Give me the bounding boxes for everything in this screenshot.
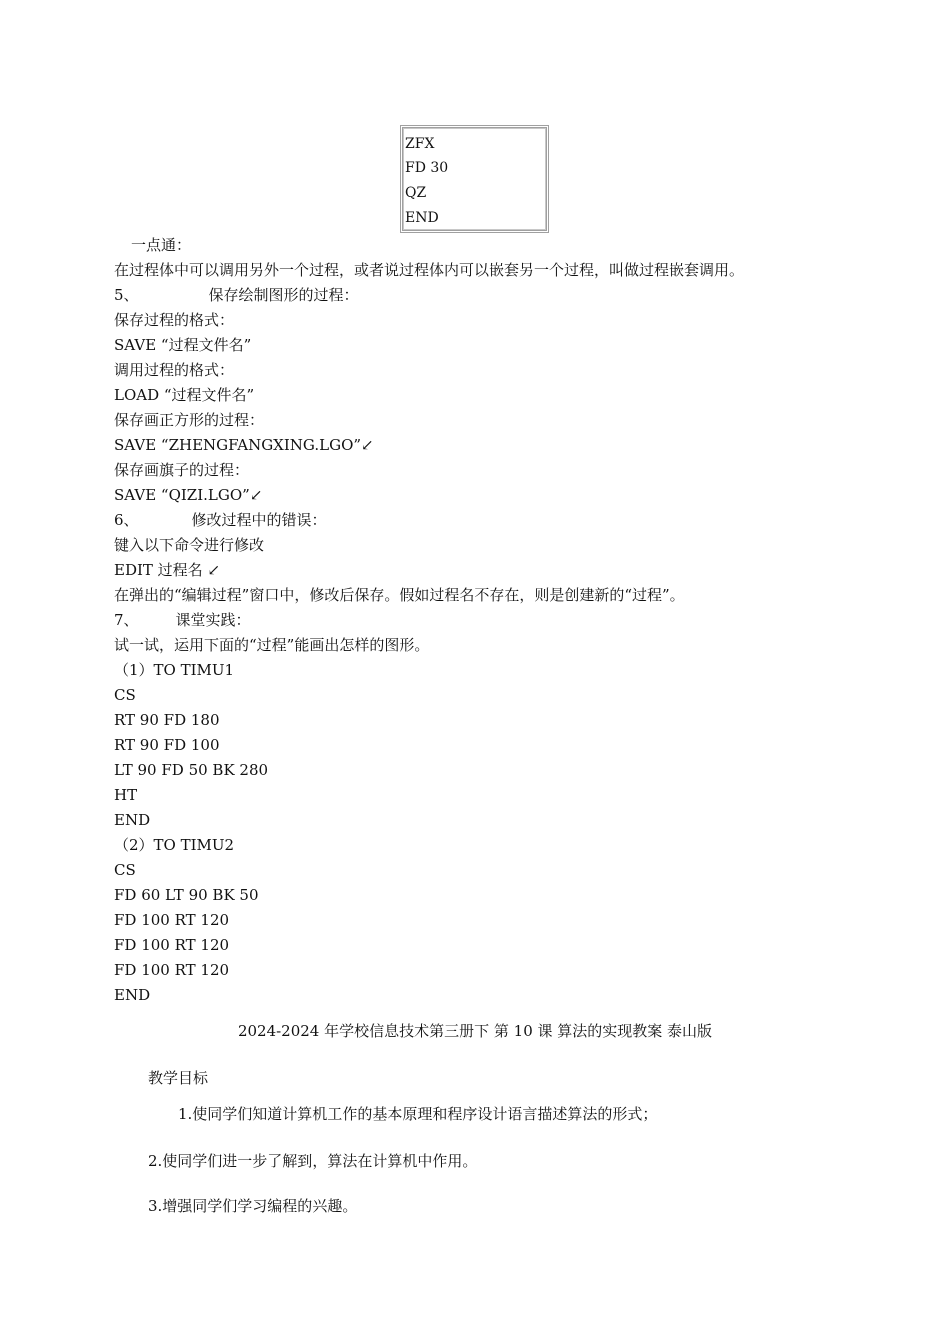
section-7-heading xyxy=(114,611,251,629)
save-flag-label: 保存画旗子的过程： xyxy=(114,461,250,479)
goal-item: 1.使同学们知道计算机工作的基本原理和程序设计语言描述算法的形式； xyxy=(178,1105,658,1123)
practice-intro: 试一试，运用下面的“过程”能画出怎样的图形。 xyxy=(114,636,430,654)
load-format: LOAD “过程文件名” xyxy=(114,386,255,404)
timu1-line: RT 90 FD 100 xyxy=(114,736,220,754)
code-line: QZ xyxy=(405,185,427,201)
timu2-line: CS xyxy=(114,861,136,879)
timu1-line: END xyxy=(114,811,151,829)
section-number: 7、 xyxy=(114,611,139,629)
timu1-line: HT xyxy=(114,786,138,804)
code-box xyxy=(400,125,549,233)
timu2-line: FD 100 RT 120 xyxy=(114,911,230,929)
timu1-line: RT 90 FD 180 xyxy=(114,711,220,729)
load-format-label: 调用过程的格式： xyxy=(114,361,235,379)
save-square-label: 保存画正方形的过程： xyxy=(114,411,265,429)
section-title: 修改过程中的错误： xyxy=(191,511,327,529)
timu2-line: FD 60 LT 90 BK 50 xyxy=(114,886,259,904)
edit-command: EDIT 过程名 ↙ xyxy=(114,561,221,579)
goal-item: 2.使同学们进一步了解到，算法在计算机中作用。 xyxy=(148,1152,478,1170)
timu1-line: CS xyxy=(114,686,136,704)
edit-description: 在弹出的“编辑过程”窗口中，修改后保存。假如过程名不存在，则是创建新的“过程”。 xyxy=(114,586,685,604)
timu1-line: （1）TO TIMU1 xyxy=(114,661,235,679)
goal-item: 3.增强同学们学习编程的兴趣。 xyxy=(148,1197,358,1215)
save-format-label: 保存过程的格式： xyxy=(114,311,235,329)
timu2-line: END xyxy=(114,986,151,1004)
section-6-heading xyxy=(114,511,327,529)
code-line: FD 30 xyxy=(405,160,449,176)
code-line: ZFX xyxy=(405,136,435,152)
section-title: 课堂实践： xyxy=(175,611,251,629)
edit-hint: 键入以下命令进行修改 xyxy=(114,536,265,554)
goals-heading: 教学目标 xyxy=(148,1069,209,1087)
save-format: SAVE “过程文件名” xyxy=(114,336,252,354)
timu2-line: FD 100 RT 120 xyxy=(114,961,230,979)
timu1-line: LT 90 FD 50 BK 280 xyxy=(114,761,269,779)
lesson-title: 2024-2024 年学校信息技术第三册下 第 10 课 算法的实现教案 泰山版 xyxy=(237,1022,713,1040)
section-number: 5、 xyxy=(114,286,139,304)
section-5-heading xyxy=(114,286,359,304)
save-square-command: SAVE “ZHENGFANGXING.LGO”↙ xyxy=(114,436,374,454)
tip-text: 在过程体中可以调用另外一个过程，或者说过程体内可以嵌套另一个过程，叫做过程嵌套调用。 xyxy=(114,261,745,279)
section-title: 保存绘制图形的过程： xyxy=(208,286,359,304)
section-number: 6、 xyxy=(114,511,139,529)
timu2-line: （2）TO TIMU2 xyxy=(114,836,235,854)
code-line: END xyxy=(405,210,439,226)
timu2-line: FD 100 RT 120 xyxy=(114,936,230,954)
tip-heading: 一点通： xyxy=(131,236,192,254)
save-flag-command: SAVE “QIZI.LGO”↙ xyxy=(114,486,263,504)
